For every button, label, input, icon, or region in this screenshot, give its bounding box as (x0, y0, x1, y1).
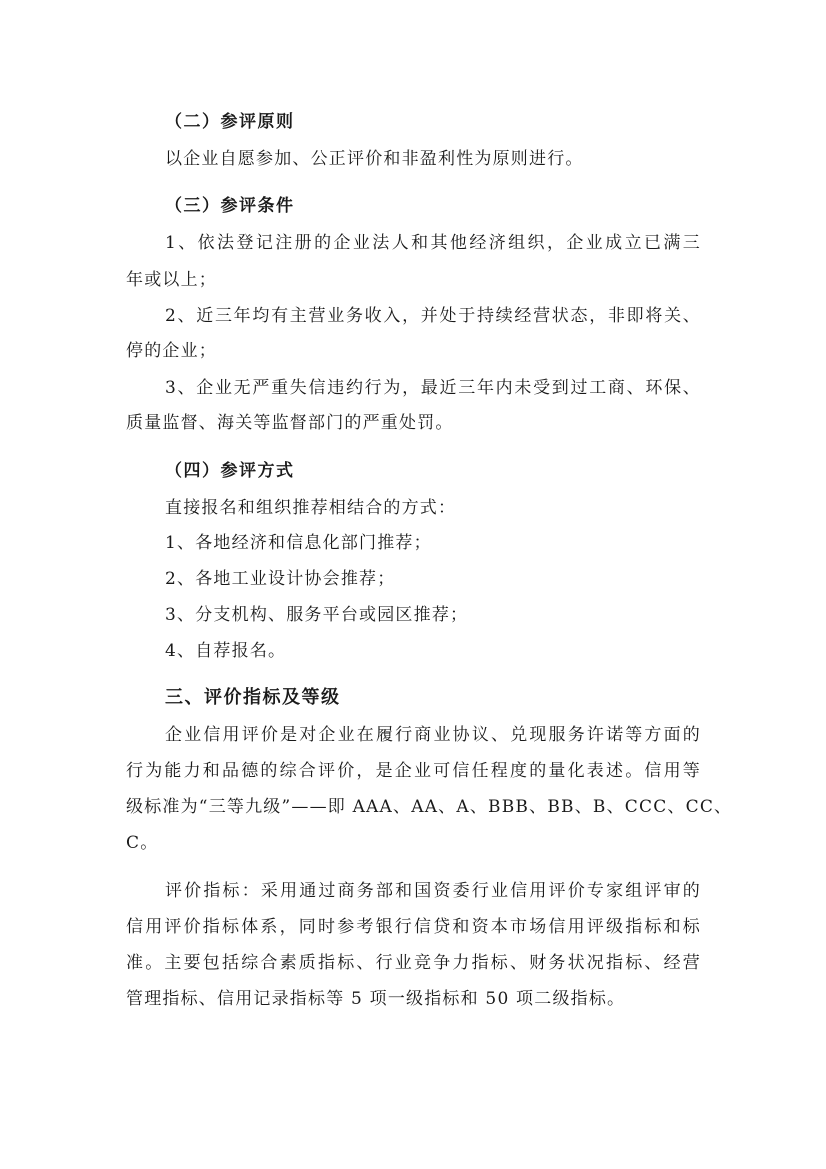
paragraph-line: 信用评价指标体系，同时参考银行信贷和资本市场信用评级指标和标 (126, 917, 701, 937)
list-item: 4、自荐报名。 (165, 641, 287, 661)
section-heading: （四）参评方式 (165, 461, 295, 481)
paragraph-line: 质量监督、海关等监督部门的严重处罚。 (126, 413, 454, 433)
paragraph-line: 企业信用评价是对企业在履行商业协议、兑现服务许诺等方面的 (165, 725, 701, 745)
paragraph-line: 评价指标：采用通过商务部和国资委行业信用评价专家组评审的 (165, 881, 701, 901)
paragraph-line: 准。主要包括综合素质指标、行业竞争力指标、财务状况指标、经营 (126, 953, 701, 973)
part-heading: 三、评价指标及等级 (165, 687, 341, 708)
paragraph-line: 管理指标、信用记录指标等 5 项一级指标和 50 项二级指标。 (126, 989, 626, 1009)
list-item: 2、各地工业设计协会推荐； (165, 569, 396, 589)
section-heading: （二）参评原则 (165, 112, 295, 132)
paragraph-line: 年或以上； (126, 270, 217, 290)
paragraph-line: 2、近三年均有主营业务收入，并处于持续经营状态，非即将关、 (165, 306, 701, 326)
paragraph-line: 3、企业无严重失信违约行为，最近三年内未受到过工商、环保、 (165, 378, 701, 398)
list-item: 3、分支机构、服务平台或园区推荐； (165, 605, 469, 625)
paragraph-line: 1、依法登记注册的企业法人和其他经济组织，企业成立已满三 (165, 233, 701, 253)
paragraph-line: 停的企业； (126, 341, 217, 361)
section-heading: （三）参评条件 (165, 196, 295, 216)
paragraph-line: C。 (126, 833, 159, 853)
paragraph-line: 直接报名和组织推荐相结合的方式： (165, 498, 457, 518)
list-item: 1、各地经济和信息化部门推荐； (165, 533, 432, 553)
paragraph-line: 以企业自愿参加、公正评价和非盈利性为原则进行。 (165, 149, 584, 169)
paragraph-line: 行为能力和品德的综合评价，是企业可信任程度的量化表述。信用等 (126, 761, 701, 781)
paragraph-line: 级标准为“三等九级”——即 AAA、AA、A、BBB、BB、B、CCC、CC、 (126, 797, 733, 817)
